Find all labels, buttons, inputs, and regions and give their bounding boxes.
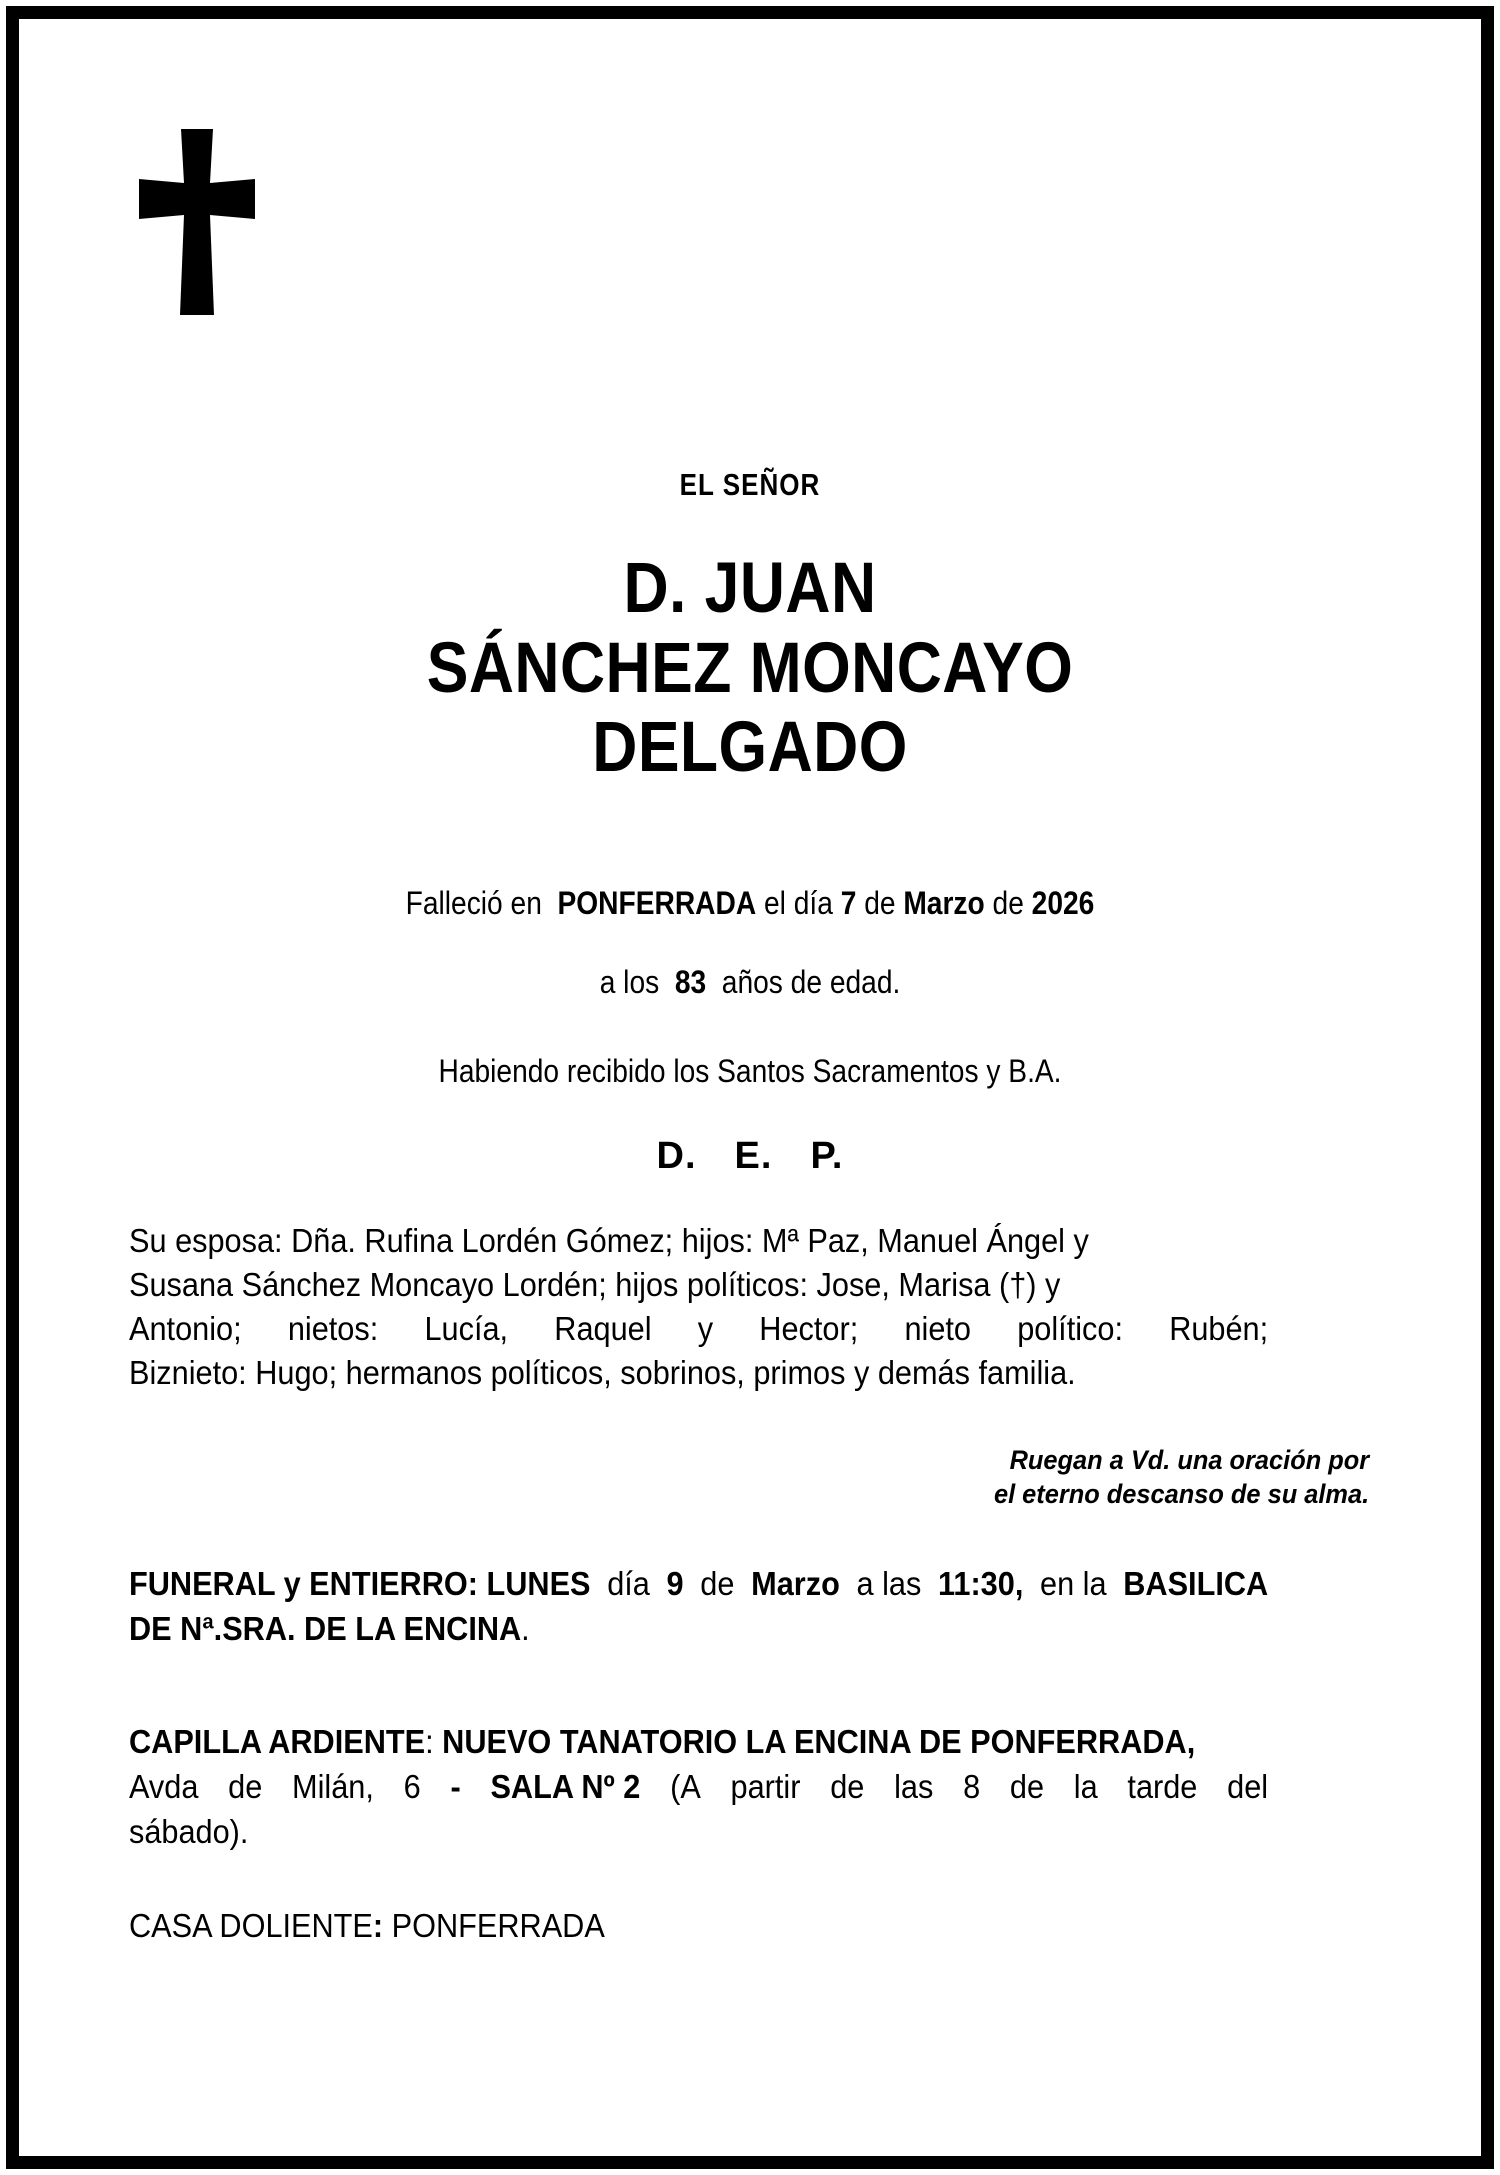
salutation-text: EL SEÑOR xyxy=(679,467,821,502)
chapel-address-street: Milán, xyxy=(292,1768,374,1805)
family-line-3 xyxy=(129,1307,1268,1351)
wake-chapel-details xyxy=(129,1719,1268,1854)
funeral-line-1 xyxy=(129,1561,1268,1606)
dep-abbreviation xyxy=(129,1135,1371,1178)
deceased-name xyxy=(204,549,1297,788)
death-year: 2026 xyxy=(1031,885,1095,921)
family-word: político: xyxy=(1017,1310,1123,1347)
death-age-line xyxy=(204,964,1297,1001)
family-word: Lucía, xyxy=(424,1310,509,1347)
funeral-venue-part-2: DE Nª.SRA. DE LA ENCINA xyxy=(129,1610,522,1647)
chapel-place: NUEVO TANATORIO LA ENCINA DE PONFERRADA, xyxy=(442,1723,1196,1760)
latin-cross-icon xyxy=(137,127,257,317)
family-word: nieto xyxy=(904,1310,971,1347)
death-de-2: de xyxy=(992,885,1024,921)
funeral-venue-period: . xyxy=(521,1610,530,1647)
name-line-1: D. JUAN xyxy=(623,549,877,628)
family-word: Hector; xyxy=(759,1310,859,1347)
chapel-note-word: del xyxy=(1227,1768,1269,1805)
name-line-2: SÁNCHEZ MONCAYO xyxy=(426,628,1074,708)
notice-content-area xyxy=(19,19,1481,2156)
family-word: nietos: xyxy=(287,1310,379,1347)
notice-heading xyxy=(129,467,1371,788)
family-word: Antonio; xyxy=(129,1310,242,1347)
prayer-line-1: Ruegan a Vd. una oración por xyxy=(1009,1445,1369,1475)
death-prefix: Falleció en xyxy=(405,885,542,921)
chapel-note-word: de xyxy=(1009,1768,1045,1805)
funeral-venue-part-1: BASILICA xyxy=(1123,1565,1269,1602)
funeral-dia: día xyxy=(607,1565,650,1602)
funeral-a-las: a las xyxy=(856,1565,922,1602)
chapel-address-prefix: Avda xyxy=(129,1768,199,1805)
chapel-label: CAPILLA ARDIENTE xyxy=(129,1723,426,1760)
chapel-line-2 xyxy=(129,1764,1268,1809)
dep-p: P. xyxy=(810,1135,844,1177)
prayer-line-2: el eterno descanso de su alma. xyxy=(993,1479,1369,1509)
age-value: 83 xyxy=(674,964,707,1000)
dep-d: D. xyxy=(656,1135,697,1177)
death-details xyxy=(204,885,1297,1090)
family-word: y xyxy=(697,1310,714,1347)
mourning-place: PONFERRADA xyxy=(391,1907,605,1944)
death-day: 7 xyxy=(840,885,857,921)
chapel-note-word: las xyxy=(894,1768,934,1805)
death-month: Marzo xyxy=(903,885,985,921)
family-line-4: Biznieto: Hugo; hermanos políticos, sobrinos, primos y demás familia. xyxy=(129,1354,1076,1391)
chapel-room: SALA Nº 2 xyxy=(490,1768,641,1805)
funeral-service-details xyxy=(129,1561,1268,1651)
funeral-label: FUNERAL y ENTIERRO: LUNES xyxy=(129,1565,591,1602)
funeral-en-la: en la xyxy=(1040,1565,1107,1602)
mourning-line xyxy=(129,1903,1268,1948)
funeral-line-2 xyxy=(129,1606,1268,1651)
mourning-house-details xyxy=(129,1903,1268,1948)
funeral-time: 11:30, xyxy=(938,1565,1024,1602)
chapel-note-word: la xyxy=(1073,1768,1098,1805)
dep-e: E. xyxy=(734,1135,773,1177)
age-suffix: años de edad. xyxy=(721,964,901,1000)
funeral-de: de xyxy=(700,1565,735,1602)
chapel-colon: : xyxy=(425,1723,434,1760)
family-word: Raquel xyxy=(554,1310,652,1347)
sacraments-line: Habiendo recibido los Santos Sacramentos y B.A. xyxy=(438,1053,1062,1089)
surviving-family-paragraph xyxy=(129,1219,1268,1395)
prayer-request xyxy=(994,1443,1369,1511)
funeral-day: 9 xyxy=(666,1565,684,1602)
name-line-3: DELGADO xyxy=(592,708,908,788)
death-place: PONFERRADA xyxy=(557,885,757,921)
funeral-month: Marzo xyxy=(751,1565,840,1602)
death-de-1: de xyxy=(864,885,896,921)
chapel-note-word: 8 xyxy=(963,1768,981,1805)
notice-border-frame xyxy=(6,6,1494,2169)
chapel-address-number: 6 xyxy=(403,1768,421,1805)
chapel-note-word: partir xyxy=(730,1768,801,1805)
chapel-address-de: de xyxy=(228,1768,263,1805)
chapel-line-1 xyxy=(129,1719,1268,1764)
death-mid: el día xyxy=(764,885,833,921)
chapel-note-word: tarde xyxy=(1127,1768,1198,1805)
family-line-2: Susana Sánchez Moncayo Lordén; hijos políticos: Jose, Marisa (†) y xyxy=(129,1266,1061,1303)
mourning-colon: : xyxy=(372,1907,384,1944)
chapel-note-word: de xyxy=(830,1768,865,1805)
chapel-dash: - xyxy=(450,1768,461,1805)
family-line-1: Su esposa: Dña. Rufina Lordén Gómez; hijos: Mª Paz, Manuel Ángel y xyxy=(129,1222,1089,1259)
chapel-line-3: sábado). xyxy=(129,1813,249,1850)
chapel-note-open: (A xyxy=(670,1768,701,1805)
age-prefix: a los xyxy=(599,964,660,1000)
family-word: Rubén; xyxy=(1169,1310,1269,1347)
mourning-label: CASA DOLIENTE xyxy=(129,1907,373,1944)
death-date-line xyxy=(204,885,1297,922)
